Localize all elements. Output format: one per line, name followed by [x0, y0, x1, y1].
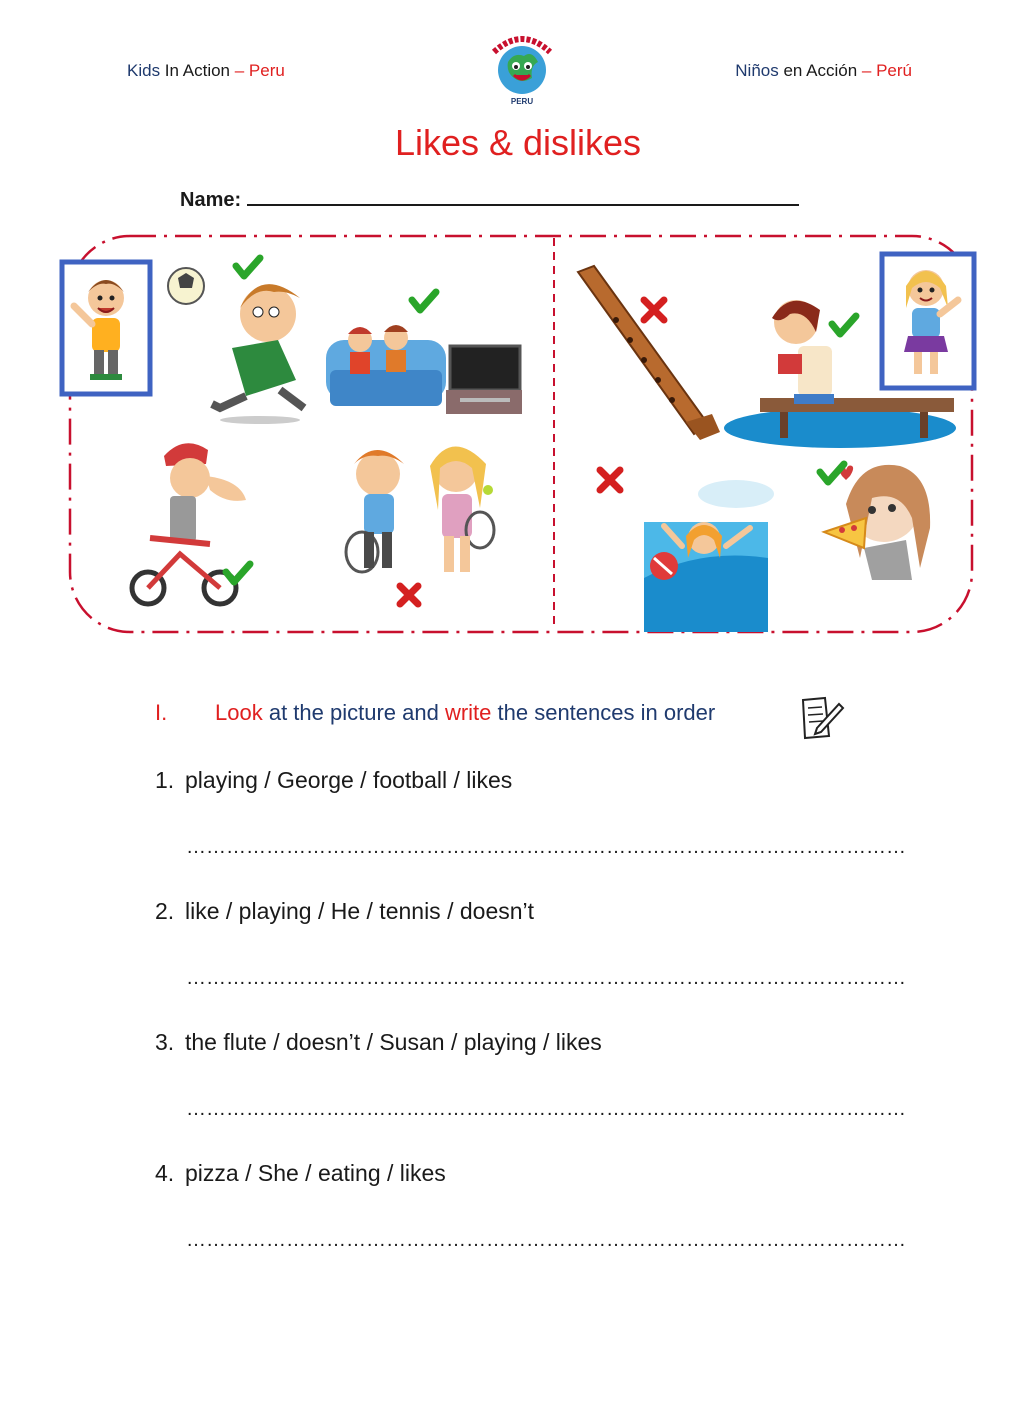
girl-icon	[882, 254, 974, 388]
pencil-paper-icon	[795, 694, 845, 740]
header-right-en-accion: en Acción	[778, 61, 858, 80]
answer-line-4[interactable]: ………………………………………………………………………………………………	[186, 1229, 906, 1251]
header-right-peru: – Perú	[857, 61, 912, 80]
header-left-kids: Kids	[127, 61, 161, 80]
question-number: 3.	[155, 1029, 175, 1055]
instruction-text-a: at the picture and	[262, 700, 445, 725]
check-icon	[226, 564, 250, 582]
question-text: the flute / doesn’t / Susan / playing / likes	[185, 1029, 602, 1055]
boy-icon	[62, 262, 150, 394]
header-left-in-action: In Action	[160, 61, 231, 80]
cross-icon	[400, 586, 418, 604]
pizza-icon	[824, 465, 930, 580]
header-right-ninos: Niños	[735, 61, 779, 80]
question-2	[155, 898, 534, 925]
check-icon	[412, 292, 436, 310]
question-1	[155, 767, 512, 794]
page-title: Likes & dislikes	[394, 122, 642, 163]
question-number: 1.	[155, 767, 175, 793]
question-text: playing / George / football / likes	[185, 767, 513, 793]
name-label: Name:	[180, 189, 242, 211]
answer-line-2[interactable]: ………………………………………………………………………………………………	[186, 967, 906, 989]
header-right	[735, 61, 912, 81]
check-icon	[832, 316, 856, 334]
tennis-icon	[346, 446, 494, 572]
name-line[interactable]	[247, 186, 799, 206]
instruction-write: write	[444, 700, 492, 725]
football-icon	[168, 268, 304, 424]
watching-tv-icon	[326, 325, 522, 414]
question-number: 4.	[155, 1160, 175, 1186]
question-text: like / playing / He / tennis / doesn’t	[185, 898, 535, 924]
question-4	[155, 1160, 446, 1187]
header-left	[127, 61, 285, 81]
answer-line-1[interactable]: ………………………………………………………………………………………………	[186, 836, 906, 858]
name-field[interactable]	[180, 186, 799, 212]
header-left-peru: – Peru	[230, 61, 285, 80]
instruction-number: I.	[155, 700, 168, 725]
check-icon	[820, 464, 844, 482]
answer-line-3[interactable]: ………………………………………………………………………………………………	[186, 1098, 906, 1120]
check-icon	[236, 258, 260, 276]
instruction	[155, 700, 715, 726]
question-text: pizza / She / eating / likes	[185, 1160, 446, 1186]
question-number: 2.	[155, 898, 175, 924]
instruction-look: Look	[215, 700, 263, 725]
kids-in-action-logo	[478, 22, 566, 110]
swimming-icon	[644, 480, 774, 632]
likes-dislikes-panel	[60, 228, 982, 640]
cross-icon	[600, 470, 620, 490]
flute-icon	[578, 266, 720, 440]
question-3	[155, 1029, 602, 1056]
instruction-text-b: the sentences in order	[491, 700, 716, 725]
cross-icon	[644, 300, 664, 320]
svg-text:PERU: PERU	[510, 97, 534, 106]
